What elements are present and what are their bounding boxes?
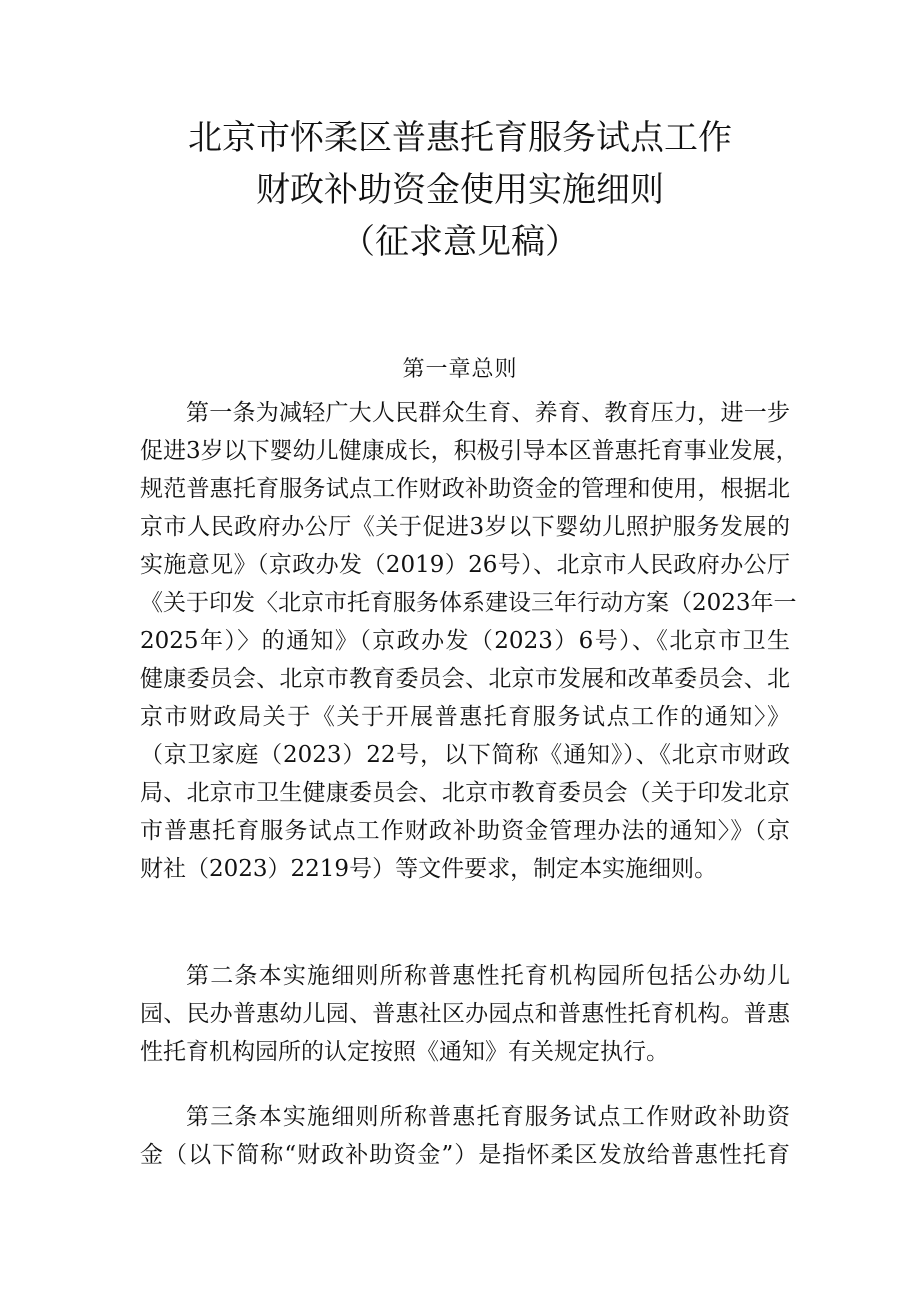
article-1-line: 市普惠托育服务试点工作财政补助资金管理办法的通知〉》（京 xyxy=(140,818,790,844)
article-1-line: 促进3岁以下婴幼儿健康成长，积极引导本区普惠托育事业发展， xyxy=(140,438,799,464)
chapter-heading: 第一章总则 xyxy=(402,357,518,382)
article-1-line: 《关于印发〈北京市托育服务体系建设三年行动方案（2023年一 xyxy=(140,590,797,616)
title-line-1: 北京市怀柔区普惠托育服务试点工作 xyxy=(188,118,732,158)
title-line-3: （征求意见稿） xyxy=(341,222,579,262)
article-1-paragraph xyxy=(140,394,799,888)
article-3-paragraph xyxy=(140,1098,790,1174)
article-1-line: 京市人民政府办公厅《关于促进3岁以下婴幼儿照护服务发展的 xyxy=(140,514,790,540)
article-1-line: 京市财政局关于《关于开展普惠托育服务试点工作的通知〉》 xyxy=(140,704,790,730)
article-2-line: 第二条本实施细则所称普惠性托育机构园所包括公办幼儿 xyxy=(186,963,790,989)
article-1-line: 健康委员会、北京市教育委员会、北京市发展和改革委员会、北 xyxy=(140,666,790,692)
article-1-line: 实施意见》（京政办发（2019）26号）、北京市人民政府办公厅 xyxy=(140,552,790,578)
article-3-line: 第三条本实施细则所称普惠托育服务试点工作财政补助资 xyxy=(186,1104,790,1130)
article-1-line: 2025年）〉的通知》（京政办发（2023）6号）、《北京市卫生 xyxy=(140,628,790,654)
article-1-line: 第一条为减轻广大人民群众生育、养育、教育压力，进一步 xyxy=(186,400,790,426)
article-2-line: 性托育机构园所的认定按照《通知》有关规定执行。 xyxy=(140,1039,669,1065)
article-3-line: 金（以下简称“财政补助资金”）是指怀柔区发放给普惠性托育 xyxy=(140,1142,790,1168)
article-2-line: 园、民办普惠幼儿园、普惠社区办园点和普惠性托育机构。普惠 xyxy=(140,1001,790,1027)
article-1-line: 财社（2023）2219号）等文件要求，制定本实施细则。 xyxy=(140,856,718,882)
title-line-2: 财政补助资金使用实施细则 xyxy=(256,170,664,210)
article-2-paragraph xyxy=(140,957,790,1071)
article-1-line: 局、北京市卫生健康委员会、北京市教育委员会（关于印发北京 xyxy=(140,780,790,806)
article-1-line: 规范普惠托育服务试点工作财政补助资金的管理和使用，根据北 xyxy=(140,476,790,502)
article-1-line: （京卫家庭（2023）22号，以下简称《通知》）、《北京市财政 xyxy=(140,742,790,768)
document-title xyxy=(0,112,920,268)
